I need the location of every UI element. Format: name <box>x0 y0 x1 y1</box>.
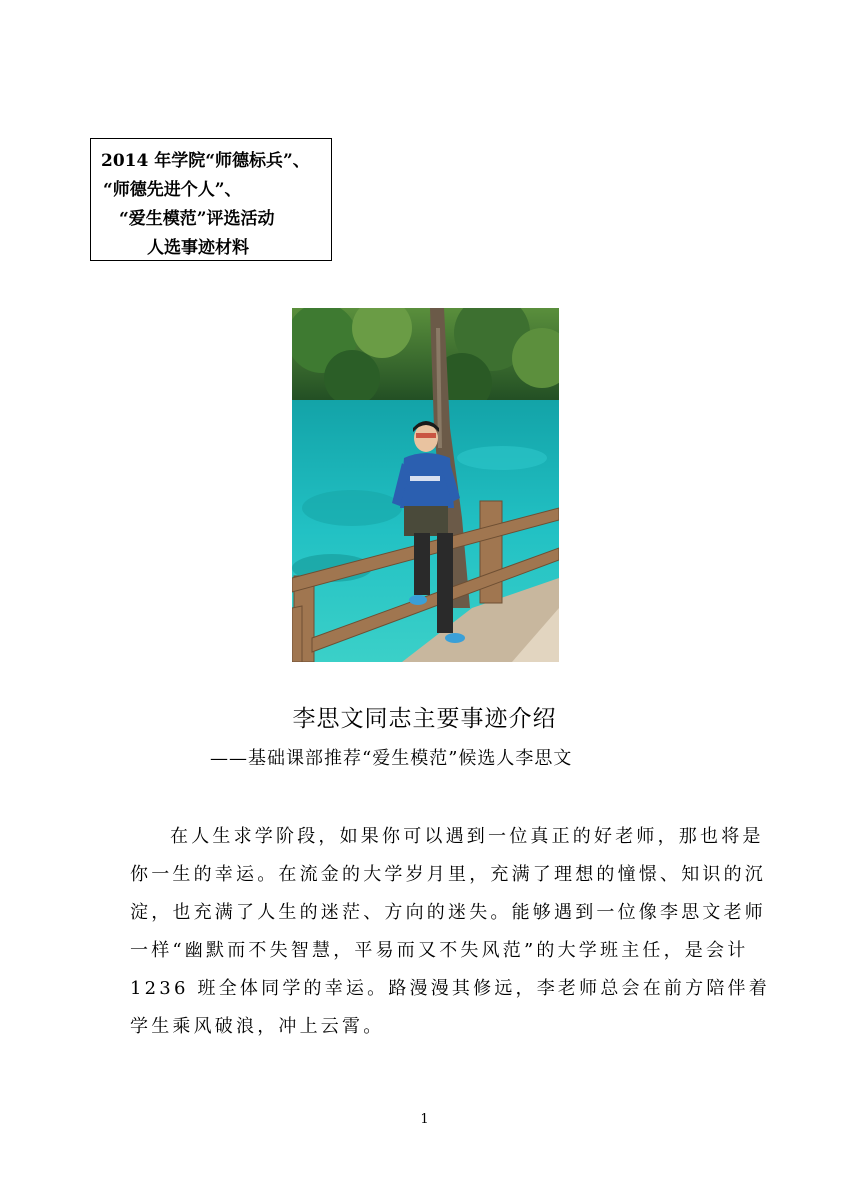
paragraph-line-4: 一样“幽默而不失智慧，平易而又不失风范”的大学班主任，是会计 <box>130 940 749 961</box>
paragraph-line-1: 在人生求学阶段，如果你可以遇到一位真正的好老师，那也将是 <box>170 826 764 847</box>
paragraph-line-5: 1236 班全体同学的幸运。路漫漫其修远，李老师总会在前方陪伴着 <box>130 978 770 999</box>
box-line-4: 人选事迹材料 <box>147 238 249 258</box>
paragraph-line-3: 淀，也充满了人生的迷茫、方向的迷失。能够遇到一位像李思文老师 <box>130 902 766 923</box>
portrait-photo <box>292 308 559 662</box>
page-number: 1 <box>420 1112 429 1127</box>
photo-illustration <box>292 308 559 662</box>
box-line-2: “师德先进个人”、 <box>103 180 242 200</box>
paragraph-line-2: 你一生的幸运。在流金的大学岁月里，充满了理想的憧憬、知识的沉 <box>130 864 766 885</box>
page-subtitle: ——基础课部推荐“爱生模范”候选人李思文 <box>210 748 573 769</box>
box-line-3: “爱生模范”评选活动 <box>119 209 275 229</box>
selection-title-box <box>90 138 332 261</box>
box-line-1: 2014 年学院“师德标兵”、 <box>101 151 310 171</box>
paragraph-line-6: 学生乘风破浪，冲上云霄。 <box>130 1016 385 1037</box>
body-paragraph <box>130 818 770 1058</box>
page-title: 李思文同志主要事迹介绍 <box>292 706 557 732</box>
